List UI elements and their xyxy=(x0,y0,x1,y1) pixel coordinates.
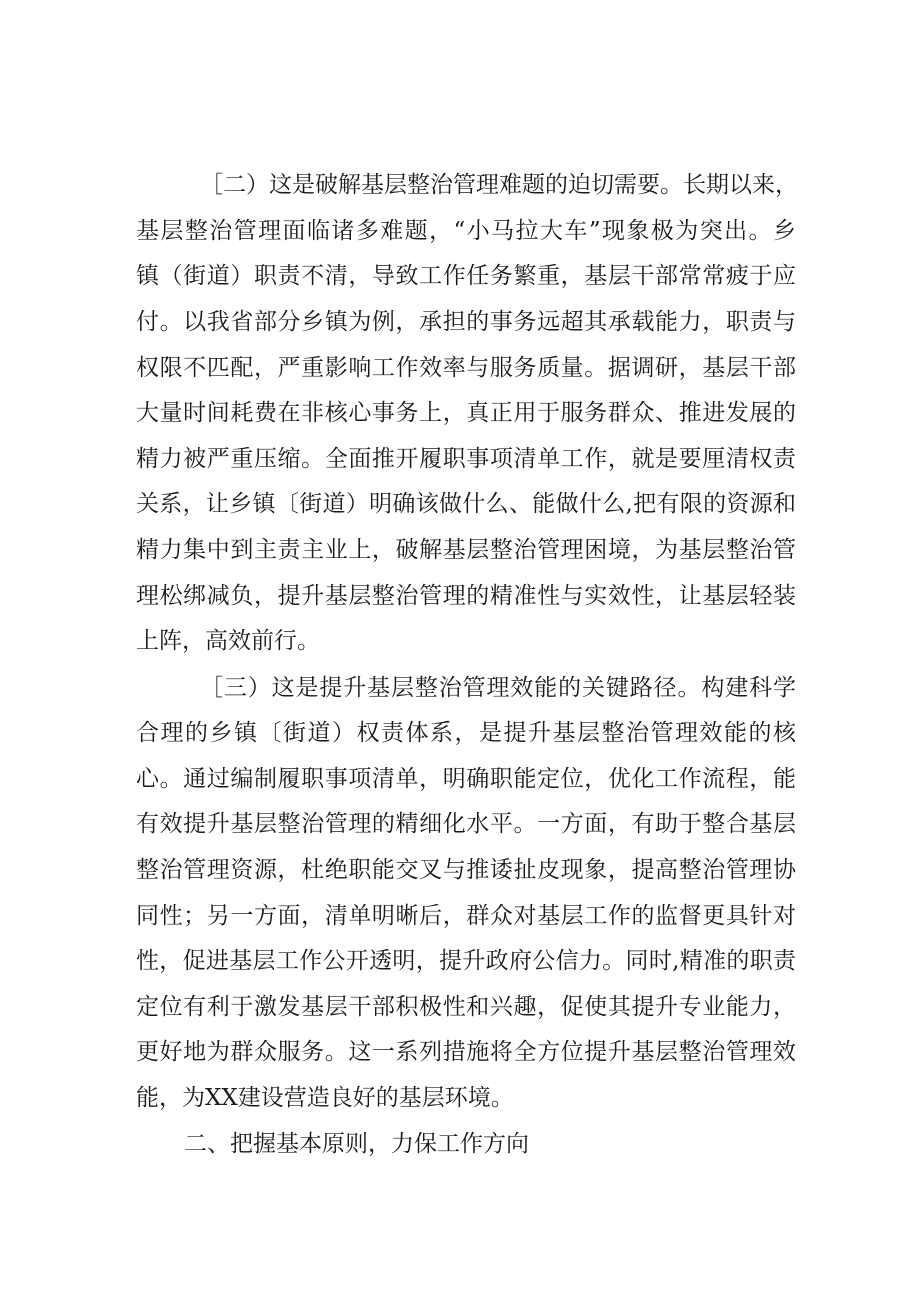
text-line: 权限不匹配，严重影响工作效率与服务质量。据调研，基层干部 xyxy=(136,355,796,381)
text-line: 定位有利于激发基层干部积极性和兴趣，促使其提升专业能力， xyxy=(136,994,796,1020)
text-line: 能，为XX建设营造良好的基层环境。 xyxy=(136,1085,514,1111)
text-line: 关系，让乡镇〔街道）明确该做什么、能做什么,把有限的资源和 xyxy=(136,491,796,517)
text-line: 有效提升基层整治管理的精细化水平。一方面，有助于整合基层 xyxy=(136,811,796,837)
text-line: 更好地为群众服务。这一系列措施将全方位提升基层整治管理效 xyxy=(136,1039,796,1065)
section-heading: 二、把握基本原则，力保工作方向 xyxy=(184,1131,529,1157)
text-line: 整治管理资源，杜绝职能交叉与推诿扯皮现象，提高整治管理协 xyxy=(136,857,796,883)
text-line: 精力被严重压缩。全面推开履职事项清单工作，就是要厘清权责 xyxy=(136,446,796,472)
text-line: 精力集中到主责主业上，破解基层整治管理困境，为基层整治管 xyxy=(136,537,796,563)
text-line: 付。以我省部分乡镇为例，承担的事务远超其承载能力，职责与 xyxy=(136,309,796,335)
text-line: 同性；另一方面，清单明晰后，群众对基层工作的监督更具针对 xyxy=(136,903,796,929)
text-line: 心。通过编制履职事项清单，明确职能定位，优化工作流程，能 xyxy=(136,766,796,792)
text-line: 上阵，高效前行。 xyxy=(136,628,320,654)
text-line: 性，促进基层工作公开透明，提升政府公信力。同时,精准的职责 xyxy=(136,948,796,974)
text-line: 理松绑减负，提升基层整治管理的精准性与实效性，让基层轻装 xyxy=(136,583,796,609)
text-line: ［二）这是破解基层整治管理难题的迫切需要。长期以来， xyxy=(200,172,798,198)
text-line: 镇（街道）职责不清，导致工作任务繁重，基层干部常常疲于应 xyxy=(136,263,796,289)
text-line: 合理的乡镇〔街道）权责体系，是提升基层整治管理效能的核 xyxy=(136,720,796,746)
text-line: 基层整治管理面临诸多难题，“小马拉大车”现象极为突出。乡 xyxy=(136,218,796,244)
text-line: ［三）这是提升基层整治管理效能的关键路径。构建科学 xyxy=(200,675,796,701)
text-line: 大量时间耗费在非核心事务上，真正用于服务群众、推进发展的 xyxy=(136,400,796,426)
